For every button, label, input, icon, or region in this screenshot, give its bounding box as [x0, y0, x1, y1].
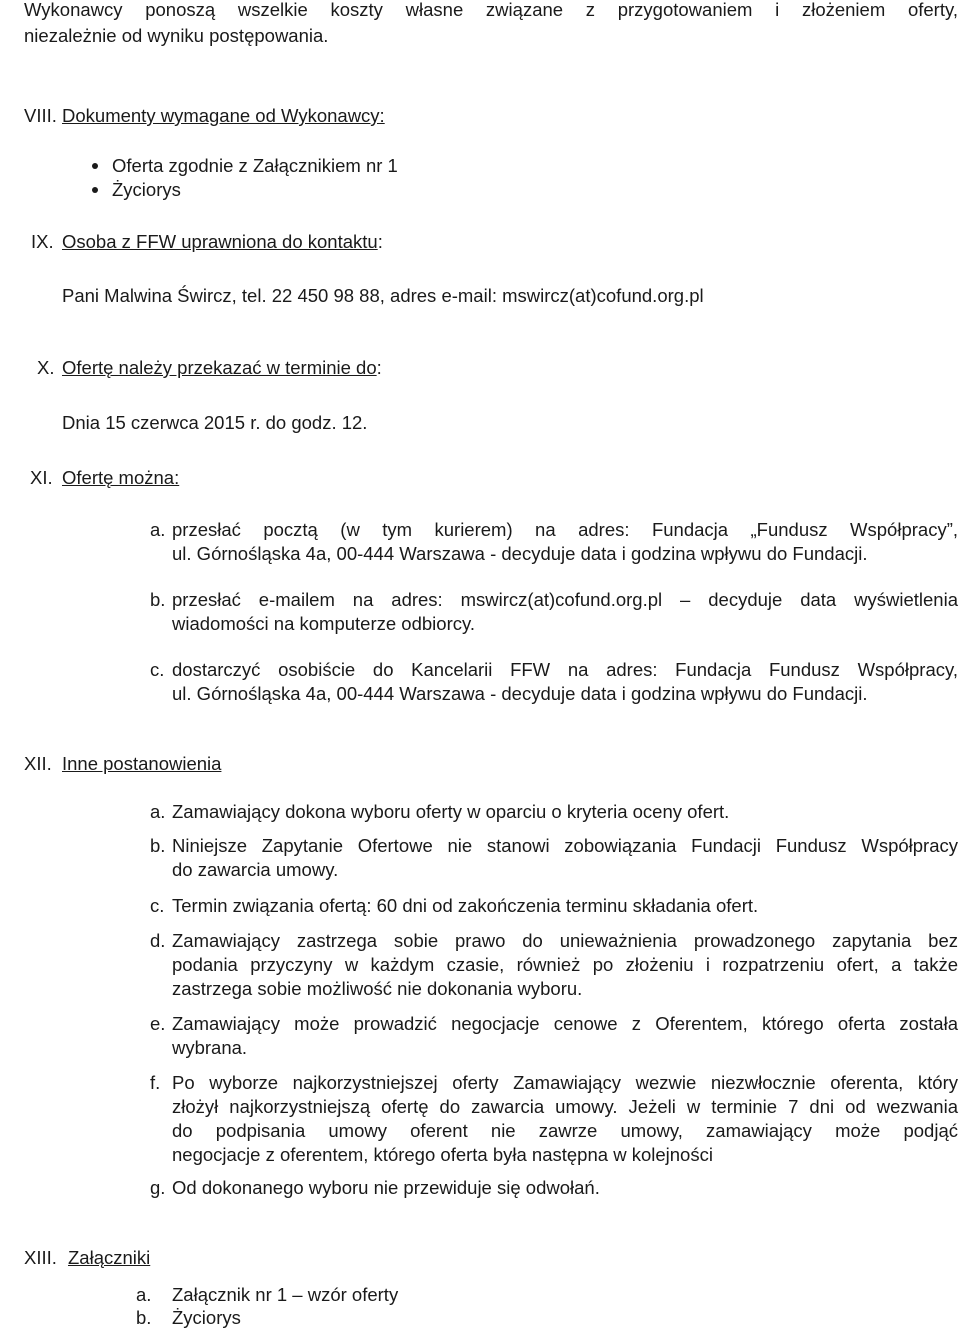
section-x-text: Dnia 15 czerwca 2015 r. do godz. 12. [62, 412, 368, 433]
section-ix-title: Osoba z FFW uprawniona do kontaktu [62, 231, 378, 252]
section-xi-number: XI. [30, 467, 53, 488]
list-item-line: Po wyborze najkorzystniejszej oferty Zamawiający wezwie niezwłocznie oferenta, który [172, 1072, 958, 1093]
list-item-line: do zawarcia umowy. [172, 859, 339, 880]
list-item-label: b. [150, 835, 166, 856]
list-item-text: Załącznik nr 1 – wzór oferty [172, 1284, 399, 1305]
list-item-line: wiadomości na komputerze odbiorcy. [172, 613, 475, 634]
list-item-line: złożył najkorzystniejszą ofertę do zawarcia umowy. Jeżeli w terminie 7 dni od wezwania [172, 1096, 958, 1117]
section-x-number: X. [37, 357, 55, 378]
list-item [150, 1176, 958, 1200]
list-item-line: Od dokonanego wyboru nie przewiduje się odwołań. [172, 1177, 600, 1198]
list-item [150, 834, 958, 882]
bullet-text: Oferta zgodnie z Załącznikiem nr 1 [112, 155, 398, 176]
list-item-label: a. [136, 1284, 152, 1305]
list-item-line: podania przyczyny w każdym czasie, również po złożeniu i rozpatrzeniu ofert, a także [172, 954, 958, 975]
section-ix-number: IX. [31, 231, 54, 252]
intro-line-1: Wykonawcy ponoszą wszelkie koszty własne związane z przygotowaniem i złożeniem oferty, [24, 0, 958, 20]
list-item [150, 658, 958, 706]
list-item [150, 588, 958, 636]
list-item-label: b. [150, 589, 166, 610]
list-item-label: e. [150, 1013, 166, 1034]
section-xi-title: Ofertę można: [62, 467, 180, 488]
list-item-line: dostarczyć osobiście do Kancelarii FFW na adres: Fundacja Fundusz Współpracy, [172, 659, 958, 680]
list-item-line: przesłać pocztą (w tym kurierem) na adres: Fundacja „Fundusz Współpracy”, [172, 519, 958, 540]
list-item-line: negocjacje z oferentem, którego oferta była następna w kolejności [172, 1144, 713, 1165]
list-item-line: przesłać e-mailem na adres: mswircz(at)cofund.org.pl – decyduje data wyświetlenia [172, 589, 958, 610]
list-item [150, 894, 958, 918]
bullet-icon [92, 163, 98, 169]
bullet-text: Życiorys [112, 179, 181, 200]
list-item-text: Życiorys [172, 1307, 241, 1328]
section-xiii-number: XIII. [24, 1247, 57, 1268]
list-item-label: a. [150, 801, 166, 822]
section-xii-number: XII. [24, 753, 52, 774]
list-item [136, 1283, 736, 1307]
list-item-label: g. [150, 1177, 166, 1198]
section-viii-title: Dokumenty wymagane od Wykonawcy: [62, 105, 385, 126]
section-x-heading [62, 356, 382, 380]
list-item-label: c. [150, 895, 165, 916]
list-item-line: Termin związania ofertą: 60 dni od zakończenia terminu składania ofert. [172, 895, 759, 916]
list-item-label: a. [150, 519, 166, 540]
section-ix-text: Pani Malwina Śwircz, tel. 22 450 98 88, adres e-mail: mswircz(at)cofund.org.pl [62, 285, 704, 306]
list-item-line: Zamawiający może prowadzić negocjacje cenowe z Oferentem, którego oferta została [172, 1013, 958, 1034]
list-item-line: zastrzega sobie możliwość nie dokonania wyboru. [172, 978, 583, 999]
list-item-line: ul. Górnośląska 4a, 00-444 Warszawa - decyduje data i godzina wpływu do Fundacji. [172, 543, 868, 564]
list-item-line: Niniejsze Zapytanie Ofertowe nie stanowi zobowiązania Fundacji Fundusz Współpracy [172, 835, 958, 856]
section-viii-number: VIII. [24, 105, 57, 126]
bullet-icon [92, 187, 98, 193]
list-item [150, 518, 958, 566]
list-item [150, 1012, 958, 1060]
list-item-label: c. [150, 659, 165, 680]
list-item-line: Zamawiający dokona wyboru oferty w oparciu o kryteria oceny ofert. [172, 801, 730, 822]
bullet-item [92, 178, 592, 202]
bullet-item [92, 154, 592, 178]
section-x-title: Ofertę należy przekazać w terminie do [62, 357, 377, 378]
section-xii-title: Inne postanowienia [62, 753, 222, 774]
list-item [150, 800, 958, 824]
list-item [150, 929, 958, 1001]
list-item-label: f. [150, 1072, 161, 1093]
intro-line-2: niezależnie od wyniku postępowania. [24, 25, 329, 46]
section-ix-heading [62, 230, 383, 254]
list-item-label: b. [136, 1307, 152, 1328]
section-xiii-title: Załączniki [68, 1247, 151, 1268]
section-ix-colon: : [377, 231, 383, 252]
list-item-label: d. [150, 930, 166, 951]
section-x-colon: : [376, 357, 382, 378]
list-item-line: Zamawiający zastrzega sobie prawo do unieważnienia prowadzonego zapytania bez [172, 930, 958, 951]
list-item-line: wybrana. [172, 1037, 248, 1058]
list-item [136, 1306, 736, 1330]
list-item-line: ul. Górnośląska 4a, 00-444 Warszawa - decyduje data i godzina wpływu do Fundacji. [172, 683, 868, 704]
list-item-line: do podpisania umowy oferent nie zawrze umowy, zamawiający może podjąć [172, 1120, 958, 1141]
list-item [150, 1071, 958, 1167]
